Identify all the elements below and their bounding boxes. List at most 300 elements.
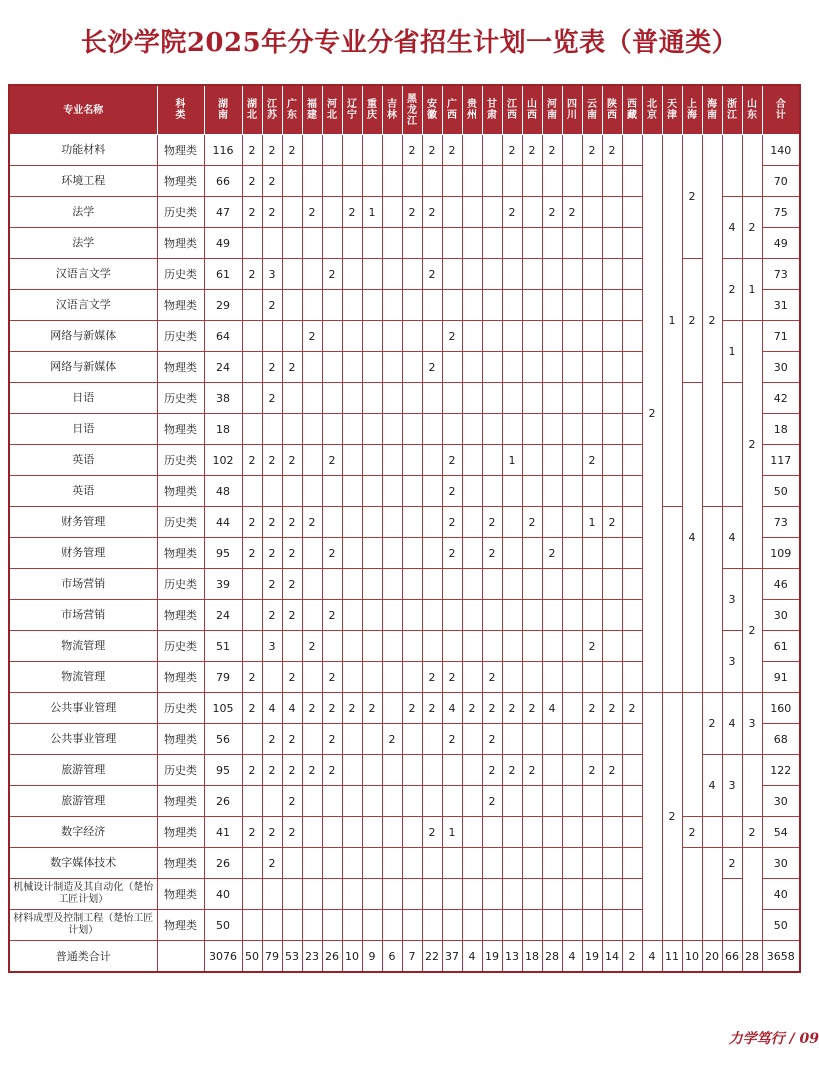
quota-cell — [462, 600, 482, 631]
quota-cell — [382, 352, 402, 383]
quota-cell: 2 — [422, 662, 442, 693]
quota-cell: 38 — [204, 383, 242, 414]
quota-cell — [502, 724, 522, 755]
quota-cell — [622, 259, 642, 290]
quota-cell — [602, 290, 622, 321]
quota-cell — [242, 352, 262, 383]
quota-cell — [562, 507, 582, 538]
major-name: 物流管理 — [9, 662, 157, 693]
category: 历史类 — [157, 259, 204, 290]
quota-cell — [722, 383, 742, 507]
summary-cell: 6 — [382, 941, 402, 973]
quota-cell — [422, 631, 442, 662]
quota-cell — [602, 445, 622, 476]
row-total: 73 — [762, 259, 800, 290]
quota-cell — [542, 817, 562, 848]
header-province: 河 北 — [322, 85, 342, 135]
quota-cell — [622, 724, 642, 755]
quota-cell — [322, 166, 342, 197]
quota-cell — [562, 724, 582, 755]
quota-cell: 2 — [242, 259, 262, 290]
quota-cell: 4 — [442, 693, 462, 724]
quota-cell — [402, 352, 422, 383]
quota-cell — [422, 228, 442, 259]
row-total: 42 — [762, 383, 800, 414]
enrollment-plan-table — [8, 84, 801, 973]
quota-cell: 2 — [522, 693, 542, 724]
quota-cell — [242, 786, 262, 817]
quota-cell: 2 — [302, 321, 322, 352]
quota-cell: 2 — [262, 445, 282, 476]
quota-cell — [562, 693, 582, 724]
quota-cell — [462, 476, 482, 507]
quota-cell — [562, 600, 582, 631]
quota-cell — [262, 228, 282, 259]
quota-cell: 2 — [682, 135, 702, 259]
category: 历史类 — [157, 631, 204, 662]
quota-cell — [522, 166, 542, 197]
quota-cell — [542, 445, 562, 476]
quota-cell — [462, 445, 482, 476]
quota-cell — [302, 724, 322, 755]
quota-cell: 2 — [702, 693, 722, 755]
quota-cell — [542, 755, 562, 786]
quota-cell — [402, 848, 422, 879]
quota-cell: 2 — [442, 135, 462, 166]
summary-cell: 13 — [502, 941, 522, 973]
quota-cell — [422, 414, 442, 445]
quota-cell — [382, 662, 402, 693]
summary-cell: 10 — [342, 941, 362, 973]
quota-cell: 2 — [742, 817, 762, 848]
quota-cell — [302, 817, 322, 848]
quota-cell — [382, 414, 402, 445]
quota-cell: 2 — [682, 259, 702, 383]
row-total: 30 — [762, 600, 800, 631]
quota-cell: 61 — [204, 259, 242, 290]
header-province: 四 川 — [562, 85, 582, 135]
quota-cell — [402, 259, 422, 290]
quota-cell: 2 — [322, 445, 342, 476]
quota-cell — [342, 848, 362, 879]
quota-cell: 4 — [722, 507, 742, 569]
quota-cell: 2 — [742, 197, 762, 259]
quota-cell: 3 — [262, 631, 282, 662]
quota-cell: 2 — [262, 290, 282, 321]
quota-cell — [302, 569, 322, 600]
quota-cell: 2 — [482, 786, 502, 817]
quota-cell — [502, 600, 522, 631]
quota-cell: 2 — [542, 135, 562, 166]
quota-cell — [262, 786, 282, 817]
summary-cell: 7 — [402, 941, 422, 973]
major-name: 旅游管理 — [9, 786, 157, 817]
quota-cell — [462, 414, 482, 445]
quota-cell — [522, 476, 542, 507]
header-province: 甘 肃 — [482, 85, 502, 135]
quota-cell: 2 — [262, 538, 282, 569]
quota-cell: 2 — [262, 166, 282, 197]
quota-cell — [482, 383, 502, 414]
quota-cell — [442, 383, 462, 414]
quota-cell — [522, 290, 542, 321]
quota-cell — [542, 507, 562, 538]
quota-cell — [522, 817, 542, 848]
major-name: 机械设计制造及其自动化（楚怡工匠计划） — [9, 879, 157, 910]
quota-cell: 2 — [282, 755, 302, 786]
summary-cell: 4 — [642, 941, 662, 973]
row-total: 54 — [762, 817, 800, 848]
major-name: 网络与新媒体 — [9, 352, 157, 383]
quota-cell — [602, 879, 622, 910]
quota-cell — [322, 786, 342, 817]
quota-cell: 2 — [422, 197, 442, 228]
quota-cell — [702, 848, 722, 941]
quota-cell — [602, 631, 622, 662]
quota-cell — [462, 321, 482, 352]
quota-cell: 2 — [682, 817, 702, 848]
quota-cell — [422, 538, 442, 569]
summary-cell: 4 — [462, 941, 482, 973]
quota-cell: 1 — [582, 507, 602, 538]
quota-cell — [522, 414, 542, 445]
header-province: 天 津 — [662, 85, 682, 135]
summary-cell: 19 — [482, 941, 502, 973]
quota-cell — [502, 569, 522, 600]
quota-cell — [742, 848, 762, 941]
quota-cell — [362, 786, 382, 817]
quota-cell — [382, 259, 402, 290]
major-name: 物流管理 — [9, 631, 157, 662]
quota-cell — [462, 259, 482, 290]
quota-cell — [482, 259, 502, 290]
quota-cell — [582, 228, 602, 259]
quota-cell — [322, 569, 342, 600]
quota-cell: 2 — [442, 507, 462, 538]
header-province: 山 东 — [742, 85, 762, 135]
quota-cell — [382, 135, 402, 166]
quota-cell — [242, 724, 262, 755]
quota-cell: 2 — [482, 507, 502, 538]
quota-cell — [602, 848, 622, 879]
quota-cell: 2 — [482, 755, 502, 786]
quota-cell — [422, 445, 442, 476]
quota-cell — [622, 879, 642, 910]
quota-cell — [622, 786, 642, 817]
row-total: 50 — [762, 476, 800, 507]
quota-cell: 2 — [502, 693, 522, 724]
quota-cell — [502, 786, 522, 817]
quota-cell — [362, 724, 382, 755]
quota-cell: 41 — [204, 817, 242, 848]
quota-cell — [582, 166, 602, 197]
header-province: 广 西 — [442, 85, 462, 135]
header-province: 河 南 — [542, 85, 562, 135]
quota-cell — [502, 383, 522, 414]
quota-cell — [382, 848, 402, 879]
quota-cell — [402, 383, 422, 414]
quota-cell — [462, 569, 482, 600]
quota-cell: 2 — [262, 600, 282, 631]
quota-cell: 26 — [204, 848, 242, 879]
header-province: 江 苏 — [262, 85, 282, 135]
category: 物理类 — [157, 600, 204, 631]
quota-cell — [422, 786, 442, 817]
major-name: 市场营销 — [9, 600, 157, 631]
quota-cell — [462, 507, 482, 538]
table-row — [9, 848, 800, 879]
quota-cell — [622, 600, 642, 631]
quota-cell — [562, 135, 582, 166]
quota-cell: 2 — [242, 817, 262, 848]
quota-cell — [302, 879, 322, 910]
quota-cell — [282, 197, 302, 228]
quota-cell — [482, 631, 502, 662]
quota-cell — [362, 755, 382, 786]
quota-cell — [542, 414, 562, 445]
category: 历史类 — [157, 693, 204, 724]
quota-cell — [622, 321, 642, 352]
row-total: 30 — [762, 352, 800, 383]
quota-cell: 2 — [282, 817, 302, 848]
quota-cell — [502, 879, 522, 910]
quota-cell — [422, 724, 442, 755]
quota-cell — [522, 259, 542, 290]
quota-cell — [342, 135, 362, 166]
quota-cell: 66 — [204, 166, 242, 197]
quota-cell — [442, 848, 462, 879]
quota-cell: 2 — [242, 693, 262, 724]
quota-cell — [462, 817, 482, 848]
quota-cell: 47 — [204, 197, 242, 228]
quota-cell: 2 — [422, 135, 442, 166]
quota-cell: 2 — [622, 693, 642, 724]
quota-cell — [562, 228, 582, 259]
quota-cell: 2 — [422, 259, 442, 290]
row-total: 75 — [762, 197, 800, 228]
quota-cell: 2 — [242, 755, 262, 786]
quota-cell — [582, 197, 602, 228]
quota-cell — [242, 910, 262, 941]
quota-cell — [582, 662, 602, 693]
quota-cell: 2 — [262, 507, 282, 538]
quota-cell: 2 — [442, 321, 462, 352]
table-row — [9, 507, 800, 538]
quota-cell — [302, 259, 322, 290]
quota-cell — [282, 476, 302, 507]
category: 历史类 — [157, 445, 204, 476]
header-province: 贵 州 — [462, 85, 482, 135]
quota-cell — [542, 724, 562, 755]
quota-cell — [562, 569, 582, 600]
quota-cell — [602, 228, 622, 259]
quota-cell: 2 — [402, 693, 422, 724]
quota-cell — [562, 786, 582, 817]
quota-cell — [442, 166, 462, 197]
quota-cell: 2 — [262, 383, 282, 414]
summary-cell: 53 — [282, 941, 302, 973]
quota-cell — [462, 755, 482, 786]
quota-cell: 2 — [262, 352, 282, 383]
quota-cell — [442, 786, 462, 817]
category: 历史类 — [157, 507, 204, 538]
quota-cell: 2 — [282, 352, 302, 383]
summary-cell: 2 — [622, 941, 642, 973]
quota-cell — [582, 600, 602, 631]
quota-cell — [422, 879, 442, 910]
quota-cell — [302, 910, 322, 941]
quota-cell: 2 — [262, 569, 282, 600]
quota-cell — [442, 910, 462, 941]
quota-cell — [482, 228, 502, 259]
quota-cell — [682, 693, 702, 817]
quota-cell — [582, 724, 602, 755]
quota-cell: 49 — [204, 228, 242, 259]
major-name: 公共事业管理 — [9, 724, 157, 755]
quota-cell — [262, 662, 282, 693]
quota-cell: 2 — [662, 693, 682, 941]
quota-cell — [362, 166, 382, 197]
header-province: 云 南 — [582, 85, 602, 135]
category: 物理类 — [157, 290, 204, 321]
category: 物理类 — [157, 724, 204, 755]
quota-cell: 2 — [702, 135, 722, 507]
quota-cell: 4 — [542, 693, 562, 724]
quota-cell — [342, 879, 362, 910]
quota-cell — [622, 383, 642, 414]
quota-cell — [442, 755, 462, 786]
table-row — [9, 383, 800, 414]
quota-cell — [482, 817, 502, 848]
quota-cell: 2 — [742, 569, 762, 693]
quota-cell: 56 — [204, 724, 242, 755]
quota-cell — [582, 414, 602, 445]
quota-cell — [522, 662, 542, 693]
header-province: 北 京 — [642, 85, 662, 135]
quota-cell: 2 — [282, 786, 302, 817]
major-name: 环境工程 — [9, 166, 157, 197]
summary-cell: 28 — [542, 941, 562, 973]
row-total: 140 — [762, 135, 800, 166]
header-province: 上 海 — [682, 85, 702, 135]
quota-cell: 2 — [302, 631, 322, 662]
quota-cell — [382, 321, 402, 352]
quota-cell: 2 — [262, 755, 282, 786]
quota-cell — [562, 631, 582, 662]
quota-cell: 2 — [322, 755, 342, 786]
category: 历史类 — [157, 383, 204, 414]
quota-cell: 2 — [262, 724, 282, 755]
quota-cell — [602, 166, 622, 197]
quota-cell — [582, 321, 602, 352]
table-row — [9, 135, 800, 166]
quota-cell: 2 — [282, 569, 302, 600]
row-total: 46 — [762, 569, 800, 600]
category: 物理类 — [157, 166, 204, 197]
quota-cell — [542, 879, 562, 910]
page-title: 长沙学院2025年分专业分省招生计划一览表（普通类） — [80, 28, 739, 58]
quota-cell — [402, 321, 422, 352]
major-name: 法学 — [9, 228, 157, 259]
quota-cell — [602, 724, 622, 755]
quota-cell — [542, 290, 562, 321]
quota-cell — [482, 476, 502, 507]
quota-cell — [542, 321, 562, 352]
quota-cell — [242, 383, 262, 414]
quota-cell — [462, 383, 482, 414]
quota-cell — [522, 910, 542, 941]
major-name: 旅游管理 — [9, 755, 157, 786]
quota-cell — [462, 166, 482, 197]
quota-cell — [362, 507, 382, 538]
quota-cell: 2 — [442, 724, 462, 755]
quota-cell — [422, 600, 442, 631]
category: 物理类 — [157, 662, 204, 693]
quota-cell — [342, 445, 362, 476]
quota-cell — [342, 817, 362, 848]
quota-cell — [302, 600, 322, 631]
quota-cell — [602, 197, 622, 228]
quota-cell — [302, 352, 322, 383]
quota-cell — [422, 569, 442, 600]
quota-cell — [622, 631, 642, 662]
row-total: 61 — [762, 631, 800, 662]
quota-cell — [462, 910, 482, 941]
quota-cell — [462, 538, 482, 569]
quota-cell — [562, 848, 582, 879]
quota-cell — [342, 600, 362, 631]
quota-cell: 4 — [282, 693, 302, 724]
quota-cell — [362, 321, 382, 352]
quota-cell — [562, 445, 582, 476]
quota-cell — [502, 290, 522, 321]
quota-cell — [562, 662, 582, 693]
quota-cell — [322, 321, 342, 352]
quota-cell — [382, 693, 402, 724]
quota-cell — [522, 197, 542, 228]
quota-cell — [602, 600, 622, 631]
major-name: 汉语言文学 — [9, 290, 157, 321]
quota-cell: 2 — [322, 693, 342, 724]
quota-cell — [342, 724, 362, 755]
quota-cell — [302, 414, 322, 445]
quota-cell — [242, 879, 262, 910]
row-total: 30 — [762, 786, 800, 817]
quota-cell: 2 — [322, 600, 342, 631]
quota-cell — [402, 786, 422, 817]
quota-cell — [302, 476, 322, 507]
quota-cell — [502, 910, 522, 941]
quota-cell — [602, 321, 622, 352]
quota-cell — [362, 383, 382, 414]
quota-cell — [502, 507, 522, 538]
quota-cell: 2 — [322, 538, 342, 569]
quota-cell — [622, 755, 642, 786]
quota-cell — [562, 259, 582, 290]
quota-cell — [322, 879, 342, 910]
header-province: 海 南 — [702, 85, 722, 135]
category: 物理类 — [157, 476, 204, 507]
quota-cell: 2 — [602, 135, 622, 166]
quota-cell — [582, 817, 602, 848]
quota-cell — [322, 352, 342, 383]
summary-row — [9, 941, 800, 973]
quota-cell — [522, 848, 542, 879]
quota-cell: 2 — [522, 507, 542, 538]
quota-cell — [302, 848, 322, 879]
quota-cell — [502, 848, 522, 879]
quota-cell — [402, 569, 422, 600]
